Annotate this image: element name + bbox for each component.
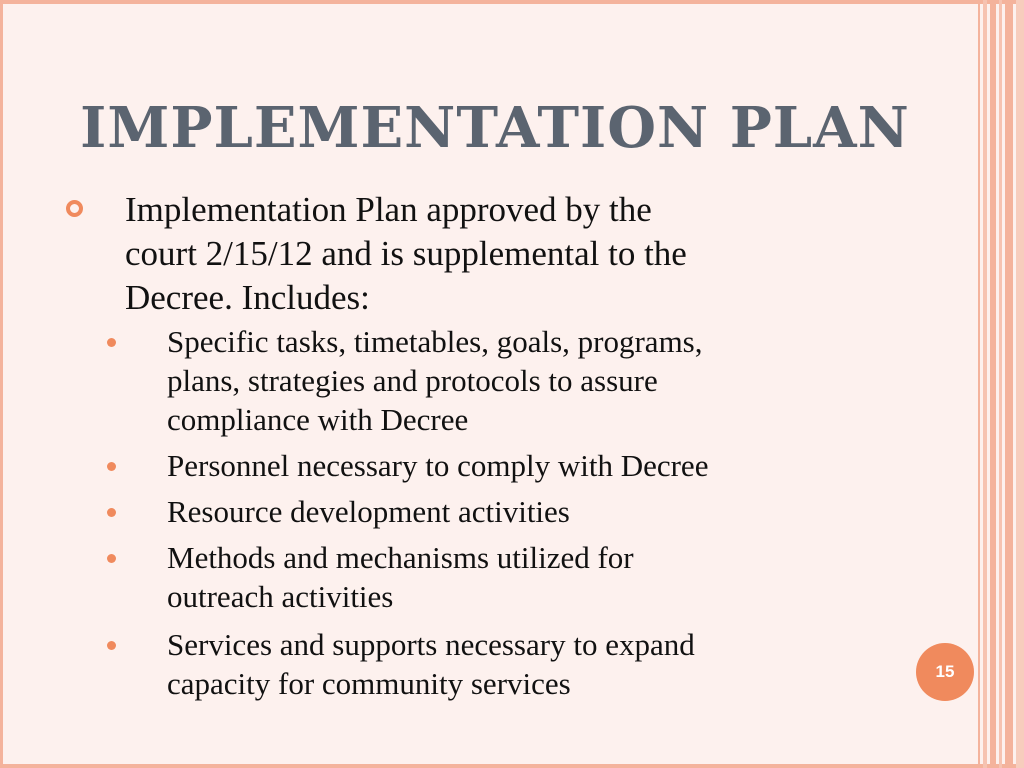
- sub-bullet-line: capacity for community services: [167, 666, 571, 701]
- ring-bullet-icon: [66, 200, 83, 217]
- decorative-stripe: [1005, 0, 1013, 768]
- slide-title: IMPLEMENTATION PLAN: [80, 95, 910, 161]
- sub-bullet-line: plans, strategies and protocols to assure: [167, 363, 658, 398]
- sub-bullet-line: Methods and mechanisms utilized for: [167, 540, 634, 575]
- dot-bullet-icon: [107, 641, 116, 650]
- sub-bullet-line: Resource development activities: [167, 494, 570, 529]
- decorative-stripe: [999, 0, 1002, 768]
- sub-bullet-item: [167, 538, 907, 616]
- dot-bullet-icon: [107, 508, 116, 517]
- sub-bullet-item: [167, 625, 907, 703]
- decorative-stripe: [990, 0, 996, 768]
- main-bullet-line: Implementation Plan approved by the: [125, 190, 652, 229]
- dot-bullet-icon: [107, 338, 116, 347]
- sub-bullet-line: outreach activities: [167, 579, 394, 614]
- page-number-badge: 15: [916, 643, 974, 701]
- sub-bullet-item: [167, 446, 907, 485]
- sub-bullet-line: Services and supports necessary to expand: [167, 627, 695, 662]
- sub-bullet-line: compliance with Decree: [167, 402, 469, 437]
- sub-bullet-item: [167, 492, 907, 531]
- main-bullet-line: Decree. Includes:: [125, 278, 370, 317]
- dot-bullet-icon: [107, 462, 116, 471]
- sub-bullet-line: Personnel necessary to comply with Decree: [167, 448, 709, 483]
- sub-bullet-line: Specific tasks, timetables, goals, programs,: [167, 324, 703, 359]
- dot-bullet-icon: [107, 554, 116, 563]
- decorative-stripe: [1016, 0, 1024, 768]
- main-bullet-text: [125, 188, 885, 320]
- main-bullet-line: court 2/15/12 and is supplemental to the: [125, 234, 687, 273]
- sub-bullet-item: [167, 322, 907, 439]
